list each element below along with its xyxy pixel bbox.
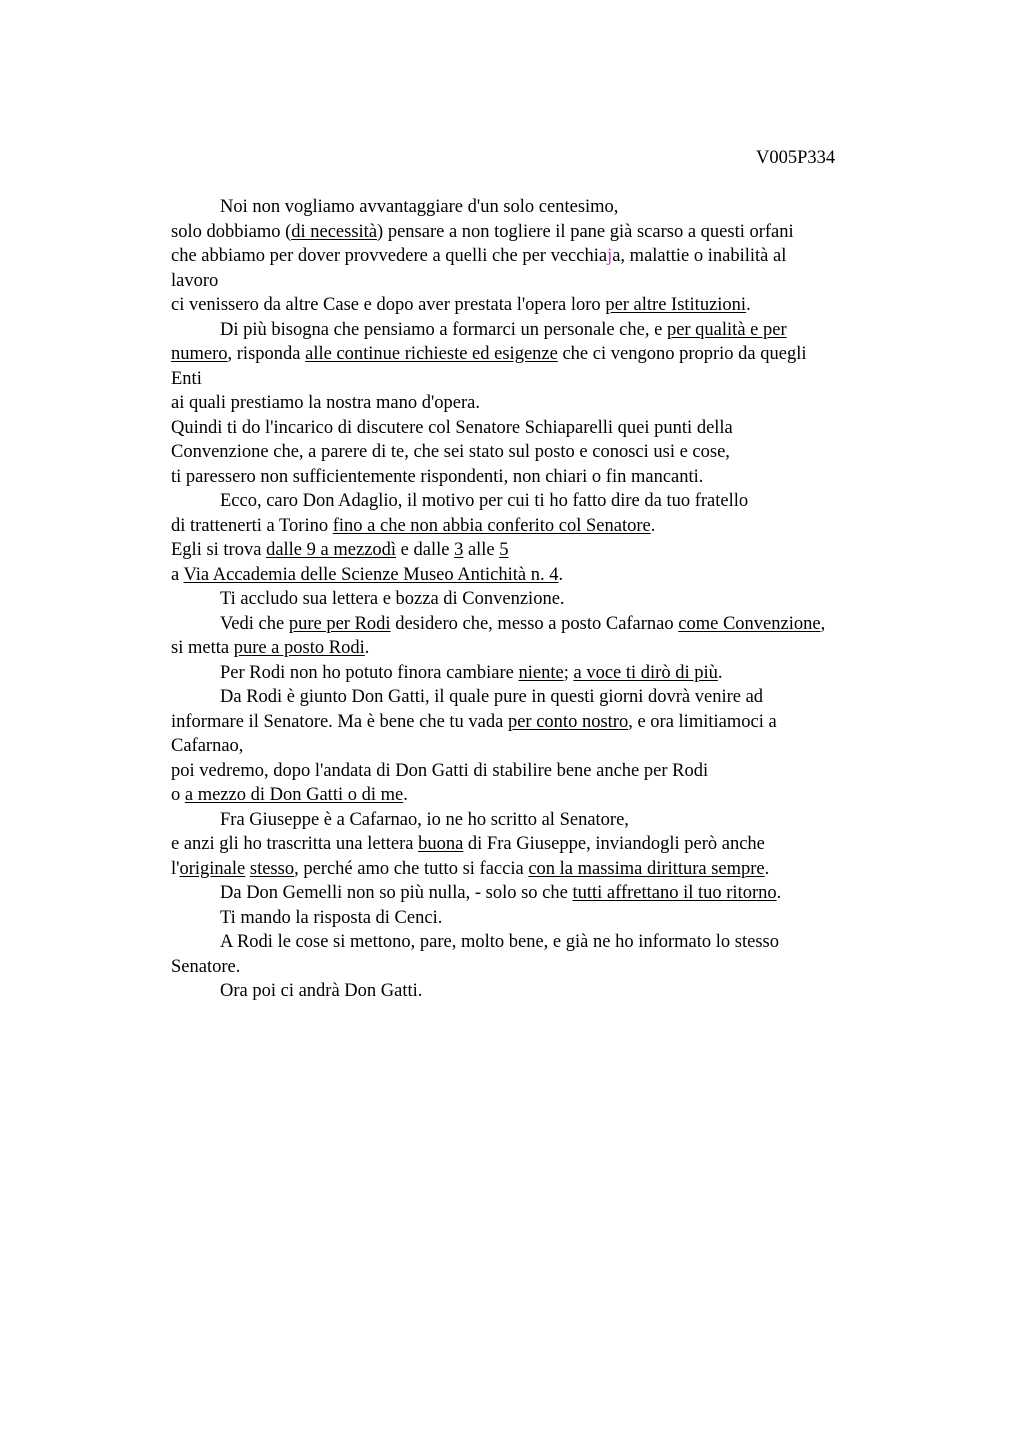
- text-segment: .: [776, 883, 782, 903]
- text-line: [171, 661, 901, 686]
- text-line: [171, 538, 901, 563]
- text-segment: .: [764, 858, 770, 879]
- text-segment: ti paressero non sufficientemente rispondenti, non chiari o fin mancanti.: [171, 466, 704, 487]
- underlined-text: stesso: [249, 858, 295, 879]
- text-segment: ci venissero da altre Case e dopo aver prestata l'opera loro: [171, 295, 606, 315]
- text-line: [171, 514, 901, 539]
- text-line: [171, 881, 901, 906]
- text-segment: Quindi ti do l'incarico di discutere col Senatore Schiaparelli quei punti della: [171, 417, 733, 438]
- underlined-text: di necessità: [291, 221, 378, 242]
- underlined-text: originale: [179, 858, 246, 879]
- text-line: [171, 906, 901, 931]
- text-line: [171, 269, 901, 294]
- text-line: [171, 391, 901, 416]
- text-segment: Noi non vogliamo avvantaggiare d'un solo centesimo,: [220, 197, 619, 217]
- text-segment: Da Don Gemelli non so più nulla, - solo so che: [220, 883, 573, 903]
- text-line: [171, 293, 901, 318]
- underlined-text: per conto nostro: [507, 711, 629, 732]
- underlined-text: dalle 9 a mezzodì: [266, 540, 397, 560]
- text-segment: Ecco, caro Don Adaglio, il motivo per cui ti ho fatto dire da tuo fratello: [220, 491, 749, 511]
- text-segment: di trattenerti a Torino: [171, 515, 333, 536]
- text-segment: poi vedremo, dopo l'andata di Don Gatti di stabilire bene anche per Rodi: [171, 760, 709, 781]
- text-segment: .: [650, 515, 656, 536]
- text-line: [171, 563, 901, 588]
- text-segment: ;: [563, 662, 574, 683]
- text-line: [171, 636, 901, 661]
- text-line: [171, 440, 901, 465]
- text-segment: solo dobbiamo (: [171, 221, 292, 242]
- text-segment: o: [171, 785, 185, 805]
- underlined-text: 5: [499, 540, 509, 560]
- text-segment: e dalle: [396, 540, 455, 560]
- text-line: [171, 342, 901, 367]
- text-segment: Da Rodi è giunto Don Gatti, il quale pure in questi giorni dovrà venire ad: [220, 687, 764, 707]
- text-segment: a: [171, 564, 184, 585]
- text-line: [171, 808, 901, 833]
- text-segment: lavoro: [171, 270, 219, 291]
- text-segment: Enti: [171, 368, 202, 389]
- highlighted-text: j: [607, 246, 613, 266]
- page-reference: V005P334: [756, 148, 836, 168]
- text-segment: Convenzione che, a parere di te, che sei stato sul posto e conosci usi e cose,: [171, 442, 730, 462]
- text-line: [171, 367, 901, 392]
- text-segment: ,: [820, 613, 826, 634]
- underlined-text: tutti affrettano il tuo ritorno: [572, 883, 777, 903]
- text-line: [171, 244, 901, 269]
- underlined-text: per qualità e per: [666, 319, 787, 340]
- underlined-text: niente: [518, 662, 564, 683]
- underlined-text: per altre Istituzioni: [605, 295, 747, 315]
- underlined-text: buona: [418, 834, 464, 854]
- underlined-text: a voce ti dirò di più: [573, 662, 718, 683]
- text-line: [171, 220, 901, 245]
- text-line: [171, 416, 901, 441]
- text-segment: e anzi gli ho trascritta una lettera: [171, 834, 419, 854]
- text-segment: Ora poi ci andrà Don Gatti.: [220, 981, 423, 1001]
- underlined-text: a mezzo di Don Gatti o di me: [184, 785, 404, 805]
- underlined-text: pure per Rodi: [288, 613, 391, 634]
- underlined-text: con la massima dirittura sempre: [528, 858, 765, 879]
- text-segment: che ci vengono proprio da quegli: [557, 344, 807, 364]
- text-segment: Cafarnao,: [171, 736, 244, 756]
- text-segment: ai quali prestiamo la nostra mano d'opera.: [171, 393, 480, 413]
- underlined-text: pure a posto Rodi: [233, 638, 365, 658]
- text-line: [171, 318, 901, 343]
- text-segment: .: [403, 785, 408, 805]
- text-segment: di Fra Giuseppe, inviandogli però anche: [463, 834, 765, 854]
- text-line: [171, 857, 901, 882]
- text-segment: Ti mando la risposta di Cenci.: [220, 907, 443, 928]
- text-segment: informare il Senatore. Ma è bene che tu vada: [171, 711, 508, 732]
- text-line: [171, 930, 901, 955]
- text-line: [171, 734, 901, 759]
- text-segment: Vedi che: [220, 613, 289, 634]
- text-segment: , risponda: [227, 344, 306, 364]
- text-segment: alle: [463, 540, 500, 560]
- text-line: [171, 685, 901, 710]
- underlined-text: numero: [171, 344, 228, 364]
- text-segment: a, malattie o inabilità al: [612, 246, 787, 266]
- text-line: [171, 587, 901, 612]
- text-segment: Di più bisogna che pensiamo a formarci un personale che, e: [220, 319, 667, 340]
- text-line: [171, 759, 901, 784]
- text-segment: Per Rodi non ho potuto finora cambiare: [220, 662, 519, 683]
- text-line: [171, 195, 901, 220]
- text-segment: , perché amo che tutto si faccia: [294, 858, 529, 879]
- text-segment: , e ora limitiamoci a: [628, 711, 777, 732]
- text-segment: .: [558, 564, 564, 585]
- text-line: [171, 489, 901, 514]
- text-segment: desidero che, messo a posto Cafarnao: [390, 613, 679, 634]
- text-segment: A Rodi le cose si mettono, pare, molto bene, e già ne ho informato lo stesso: [220, 932, 780, 952]
- text-segment: l': [171, 858, 180, 879]
- text-segment: Ti accludo sua lettera e bozza di Convenzione.: [220, 589, 565, 609]
- text-segment: ) pensare a non togliere il pane già scarso a questi orfani: [377, 221, 794, 242]
- text-line: [171, 832, 901, 857]
- text-segment: .: [717, 662, 723, 683]
- text-line: [171, 955, 901, 980]
- text-line: [171, 710, 901, 735]
- text-segment: Senatore.: [171, 956, 241, 977]
- text-line: [171, 465, 901, 490]
- underlined-text: Via Accademia delle Scienze Museo Antichità n. 4: [183, 564, 559, 585]
- underlined-text: alle continue richieste ed esigenze: [305, 344, 558, 364]
- text-segment: che abbiamo per dover provvedere a quelli che per vecchia: [171, 246, 608, 266]
- underlined-text: fino a che non abbia conferito col Senatore: [332, 515, 651, 536]
- text-segment: Fra Giuseppe è a Cafarnao, io ne ho scritto al Senatore,: [220, 809, 629, 830]
- text-line: [171, 612, 901, 637]
- text-segment: .: [364, 638, 370, 658]
- text-segment: .: [746, 295, 751, 315]
- text-segment: si metta: [171, 638, 234, 658]
- text-line: [171, 979, 901, 1004]
- underlined-text: 3: [454, 540, 464, 560]
- underlined-text: come Convenzione: [678, 613, 821, 634]
- text-segment: Egli si trova: [171, 540, 267, 560]
- letter-body: [171, 195, 901, 1004]
- text-line: [171, 783, 901, 808]
